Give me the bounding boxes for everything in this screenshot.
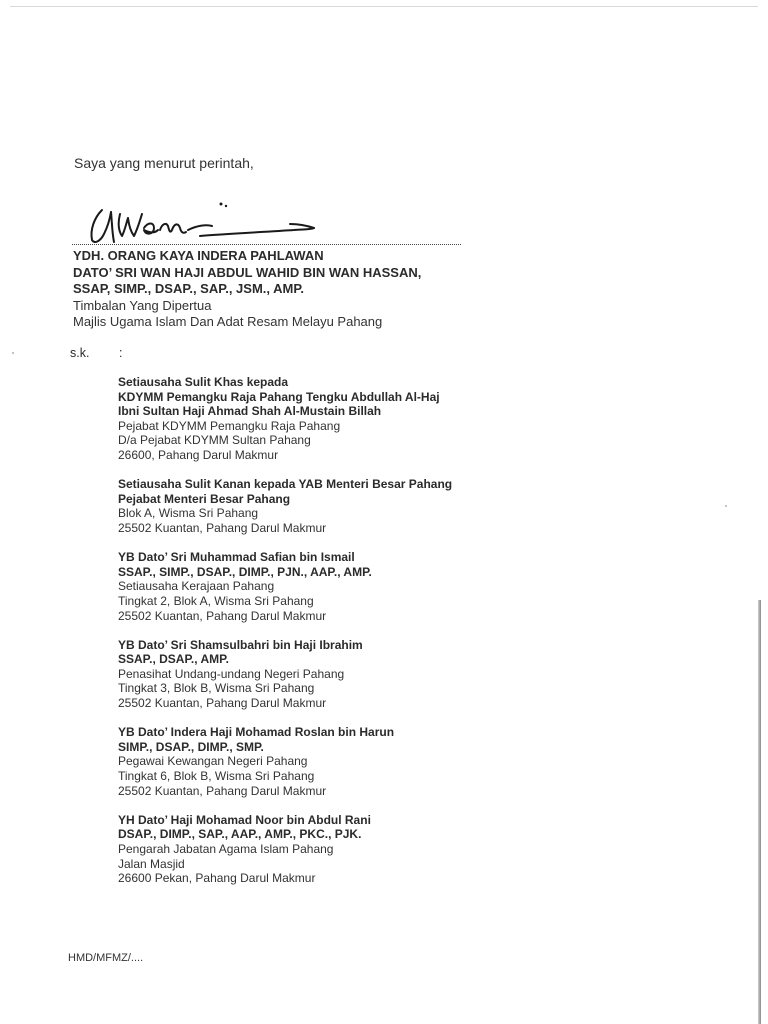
recipient-line: 25502 Kuantan, Pahang Darul Makmur — [118, 520, 327, 535]
recipient-line: Pejabat Menteri Besar Pahang — [118, 491, 291, 506]
copy-to-label: s.k. — [70, 346, 90, 360]
handwritten-signature — [84, 196, 334, 246]
recipient-entry — [118, 375, 718, 463]
signatory-block — [73, 248, 421, 331]
recipient-line: SIMP., DSAP., DIMP., SMP. — [118, 739, 264, 754]
recipient-line: Blok A, Wisma Sri Pahang — [118, 506, 259, 521]
recipient-line: YH Dato’ Haji Mohamad Noor bin Abdul Rani — [118, 812, 371, 827]
scan-speck — [12, 352, 14, 354]
recipient-entry — [118, 477, 718, 535]
recipient-line: Pejabat KDYMM Pemangku Raja Pahang — [118, 418, 341, 433]
recipient-line: Tingkat 2, Blok A, Wisma Sri Pahang — [118, 593, 314, 608]
recipient-line: YB Dato’ Sri Shamsulbahri bin Haji Ibrahim — [118, 637, 363, 652]
recipient-line: 25502 Kuantan, Pahang Darul Makmur — [118, 783, 327, 798]
recipient-line: Penasihat Undang-undang Negeri Pahang — [118, 666, 345, 681]
signatory-line: Majlis Ugama Islam Dan Adat Resam Melayu Pahang — [73, 314, 383, 329]
recipient-line: 25502 Kuantan, Pahang Darul Makmur — [118, 608, 327, 623]
recipient-line: YB Dato’ Sri Muhammad Safian bin Ismail — [118, 550, 355, 565]
recipient-entry — [118, 813, 718, 886]
recipient-line: SSAP., DSAP., AMP. — [118, 652, 229, 667]
closing-phrase: Saya yang menurut perintah, — [74, 155, 254, 171]
signatory-line: SSAP, SIMP., DSAP., SAP., JSM., AMP. — [73, 281, 304, 296]
signatory-line: Timbalan Yang Dipertua — [73, 297, 212, 313]
recipient-line: Pegawai Kewangan Negeri Pahang — [118, 754, 308, 769]
recipient-line: YB Dato’ Indera Haji Mohamad Roslan bin Harun — [118, 725, 395, 740]
recipient-line: Setiausaha Kerajaan Pahang — [118, 579, 275, 594]
reference-number: HMD/MFMZ/.... — [68, 952, 144, 964]
recipient-line: Pengarah Jabatan Agama Islam Pahang — [118, 842, 334, 856]
recipient-line: Tingkat 3, Blok B, Wisma Sri Pahang — [118, 681, 315, 696]
recipient-line: KDYMM Pemangku Raja Pahang Tengku Abdullah Al-Haj — [118, 389, 440, 404]
recipient-line: Jalan Masjid — [118, 856, 185, 871]
recipient-line: 26600 Pekan, Pahang Darul Makmur — [118, 871, 316, 886]
copy-recipients-list — [118, 375, 718, 900]
scan-top-edge — [10, 6, 758, 7]
recipient-line: DSAP., DIMP., SAP., AAP., AMP., PKC., PJK. — [118, 827, 362, 842]
recipient-entry — [118, 550, 718, 623]
signature-line — [72, 244, 461, 245]
recipient-entry — [118, 638, 718, 711]
recipient-line: Setiausaha Sulit Khas kepada — [118, 375, 289, 389]
recipient-line: Ibni Sultan Haji Ahmad Shah Al-Mustain Billah — [118, 404, 382, 419]
recipient-line: 26600, Pahang Darul Makmur — [118, 447, 279, 462]
signatory-line: DATO’ SRI WAN HAJI ABDUL WAHID BIN WAN HASSAN, — [73, 264, 422, 280]
recipient-line: D/a Pejabat KDYMM Sultan Pahang — [118, 433, 311, 448]
scan-right-edge-shadow — [758, 600, 761, 1024]
scan-speck — [725, 505, 727, 507]
recipient-line: Setiausaha Sulit Kanan kepada YAB Menteri Besar Pahang — [118, 477, 453, 492]
copy-to-colon: : — [119, 346, 123, 360]
recipient-line: Tingkat 6, Blok B, Wisma Sri Pahang — [118, 769, 315, 784]
signatory-line: YDH. ORANG KAYA INDERA PAHLAWAN — [73, 248, 324, 263]
recipient-entry — [118, 725, 718, 798]
recipient-line: 25502 Kuantan, Pahang Darul Makmur — [118, 696, 327, 711]
recipient-line: SSAP., SIMP., DSAP., DIMP., PJN., AAP., AMP. — [118, 564, 372, 579]
